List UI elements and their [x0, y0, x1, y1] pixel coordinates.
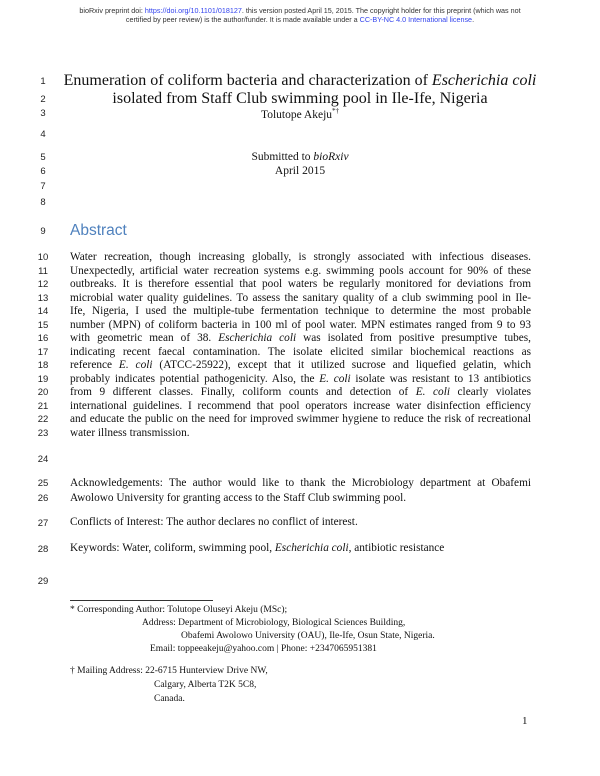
abstract-line: outbreaks. It is therefore essential that pool waters be regularly monitored for deviations from	[70, 278, 531, 290]
footnote-rule	[70, 600, 213, 601]
line-number: 24	[37, 454, 49, 465]
acknowledgements-line: Acknowledgements: The author would like to thank the Microbiology department at Obafemi	[70, 477, 531, 489]
author: Tolutope Akeju*†	[260, 107, 340, 121]
abstract-line: number (MPN) of coliform bacteria in 100 ml of pool water. MPN estimates ranged from 9 to 93	[70, 319, 531, 331]
line-number: 20	[37, 387, 49, 398]
footnote-address-1: Address: Department of Microbiology, Biological Sciences Building,	[142, 618, 406, 628]
abstract-line: Ife, Nigeria, I used the multiple-tube fermentation technique to determine the most probable	[70, 305, 531, 317]
abstract-line: reference E. coli (ATCC-25922), except that it utilized sucrose and liquefied gelatin, which	[70, 359, 531, 371]
footnote-mailing-3: Canada.	[154, 694, 185, 704]
footnote-mailing-1: † Mailing Address: 22-6715 Hunterview Drive NW,	[70, 666, 268, 676]
line-number: 17	[37, 347, 49, 358]
line-number: 3	[40, 108, 46, 119]
line-number: 1	[40, 76, 46, 87]
line-number: 12	[37, 279, 49, 290]
keywords: Keywords: Water, coliform, swimming pool, Escherichia coli, antibiotic resistance	[70, 542, 445, 554]
line-number: 19	[37, 374, 49, 385]
abstract-line: from 9 different classes. Finally, coliform counts and detection of E. coli clearly violates	[70, 386, 531, 398]
submitted-to: Submitted to bioRxiv	[251, 151, 349, 163]
abstract-line: Water recreation, though increasing globally, is strongly associated with infectious diseases.	[70, 251, 531, 263]
abstract-line: with geometric mean of 38. Escherichia coli was isolated from positive presumptive tubes,	[70, 332, 531, 344]
line-number: 8	[40, 197, 46, 208]
abstract-line: and educate the public on the need for improved swimmer hygiene to reduce the risk of recreational	[70, 413, 531, 425]
title-line-2: isolated from Staff Club swimming pool in Ile-Ife, Nigeria	[112, 90, 488, 107]
footnote-email: Email: toppeeakeju@yahoo.com | Phone: +2347065951381	[150, 644, 377, 654]
license-link[interactable]: CC-BY-NC 4.0 International license	[359, 15, 473, 24]
line-number: 7	[40, 181, 46, 192]
abstract-line: Unexpectedly, artificial water recreation systems e.g. swimming pools account for 90% of these	[70, 265, 531, 277]
line-number: 11	[38, 266, 48, 277]
line-number: 28	[37, 544, 49, 555]
line-number: 5	[40, 152, 46, 163]
line-number: 4	[40, 129, 46, 140]
line-number: 13	[37, 293, 49, 304]
line-number: 2	[40, 94, 46, 105]
acknowledgements-line: Awolowo University for granting access to the Staff Club swimming pool.	[70, 492, 407, 504]
line-number: 16	[37, 333, 49, 344]
line-number: 18	[37, 360, 49, 371]
line-number: 22	[37, 414, 49, 425]
abstract-line: international guidelines. I recommend that pool operators increase water disinfection efficiency	[70, 400, 531, 412]
line-number: 29	[37, 576, 49, 587]
preprint-header: bioRxiv preprint doi: https://doi.org/10.1101/018127. this version posted April 15, 2015. The copyright holder for this preprint (which was not certified by peer review) is the author/funder. It is made available under a CC-BY-NC 4.0 International license.	[79, 6, 521, 24]
abstract-line: probably indicates potential pathogenicity. Also, the E. coli isolate was resistant to 13 antibiotics	[70, 373, 531, 385]
doi-link[interactable]: https://doi.org/10.1101/018127	[144, 6, 242, 15]
footnote-address-2: Obafemi Awolowo University (OAU), Ile-Ife, Osun State, Nigeria.	[181, 631, 435, 641]
title-line-1: Enumeration of coliform bacteria and characterization of Escherichia coli	[63, 72, 537, 89]
footnote-mailing-2: Calgary, Alberta T2K 5C8,	[154, 680, 257, 690]
conflicts-of-interest: Conflicts of Interest: The author declares no conflict of interest.	[70, 516, 358, 528]
abstract-line: water illness transmission.	[70, 427, 190, 439]
line-number: 26	[37, 493, 49, 504]
abstract-line: indicating recent faecal contamination. The isolate elicited similar biochemical reactions as	[70, 346, 531, 358]
line-number: 25	[37, 478, 49, 489]
line-number: 27	[37, 518, 49, 529]
line-number: 14	[37, 306, 49, 317]
line-number: 21	[37, 401, 49, 412]
date: April 2015	[274, 165, 326, 177]
line-number: 15	[37, 320, 49, 331]
line-number: 23	[37, 428, 49, 439]
line-number: 6	[40, 166, 46, 177]
page-number: 1	[522, 715, 528, 727]
line-number: 9	[40, 226, 46, 237]
abstract-heading: Abstract	[70, 222, 127, 239]
line-number: 10	[37, 252, 49, 263]
footnote-corresponding: * Corresponding Author: Tolutope Oluseyi Akeju (MSc);	[70, 605, 288, 615]
abstract-line: microbial water quality guidelines. To assess the sanitary quality of a club swimming pool in Ile-	[70, 292, 531, 304]
